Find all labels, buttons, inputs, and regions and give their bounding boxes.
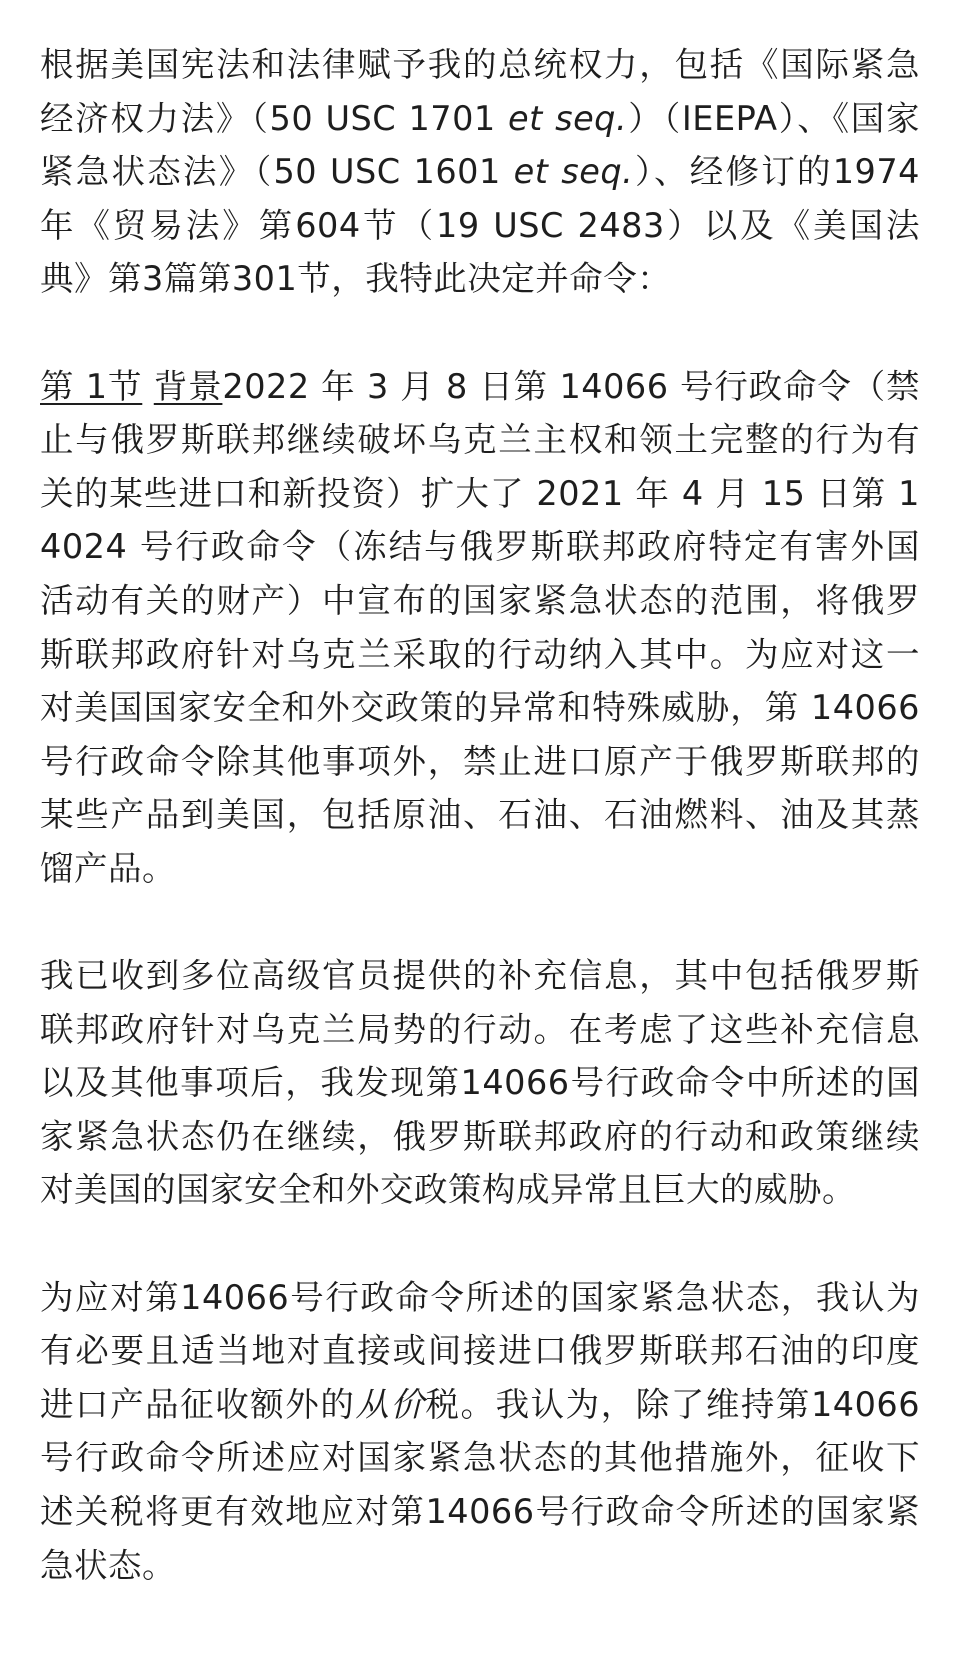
section-number: 第 1节 [40,366,143,406]
tariff-text-a: 为应对第14066号行政命令所述的国家紧急状态，我认为有必要且适当地对直接或间接进口俄罗斯联邦石油的印度进口产品征收额外的 [40,1277,920,1424]
paragraph-section-1 [40,360,920,896]
section-title: 背景 [153,366,223,406]
et-seq-italic-1: et seq. [508,98,628,138]
paragraph-tariff [40,1271,920,1593]
tariff-text-b: 税。我认为，除了维持第14066号行政命令所述应对国家紧急状态的其他措施外，征收下述关税将更有效地应对第14066号行政命令所述的国家紧急状态。 [40,1384,921,1585]
authority-text-b: ）（IEEPA）、《国家紧急状态法》（50 USC 1601 [40,98,920,192]
findings-body: 我已收到多位高级官员提供的补充信息，其中包括俄罗斯联邦政府针对乌克兰局势的行动。在考虑了这些补充信息以及其他事项后，我发现第14066号行政命令中所述的国家紧急状态仍在继续，俄罗斯联邦政府的行动和政策继续对美国的国家安全和外交政策构成异常且巨大的威胁。 [40,956,920,1210]
section-1-body: 2022 年 3 月 8 日第 14066 号行政命令（禁止与俄罗斯联邦继续破坏乌克兰主权和领土完整的行为有关的某些进口和新投资）扩大了 2021 年 4 月 15 日第 14024 号行政命令（冻结与俄罗斯联邦政府特定有害外国活动有关的财产）中宣布的国家紧急状态的范围，将俄罗斯联邦政府针对乌克兰采取的行动纳入其中。为应对这一对美国国家安全和外交政策的异常和特殊威胁，第 14066 号行政命令除其他事项外，禁止进口原产于俄罗斯联邦的某些产品到美国，包括原油、石油、石油燃料、油及其蒸馏产品。 [40,366,920,888]
authority-text-a: 根据美国宪法和法律赋予我的总统权力，包括《国际紧急经济权力法》（50 USC 1701 [40,45,920,138]
paragraph-authority [40,38,920,306]
paragraph-findings [40,949,920,1217]
authority-text-c: ）、经修订的1974年《贸易法》第604节（19 USC 2483）以及《美国法典》第3篇第301节，我特此决定并命令： [40,152,920,299]
article-body [40,38,920,1592]
ad-valorem-italic: 从价 [355,1384,426,1424]
et-seq-italic-2: et seq. [513,152,634,192]
